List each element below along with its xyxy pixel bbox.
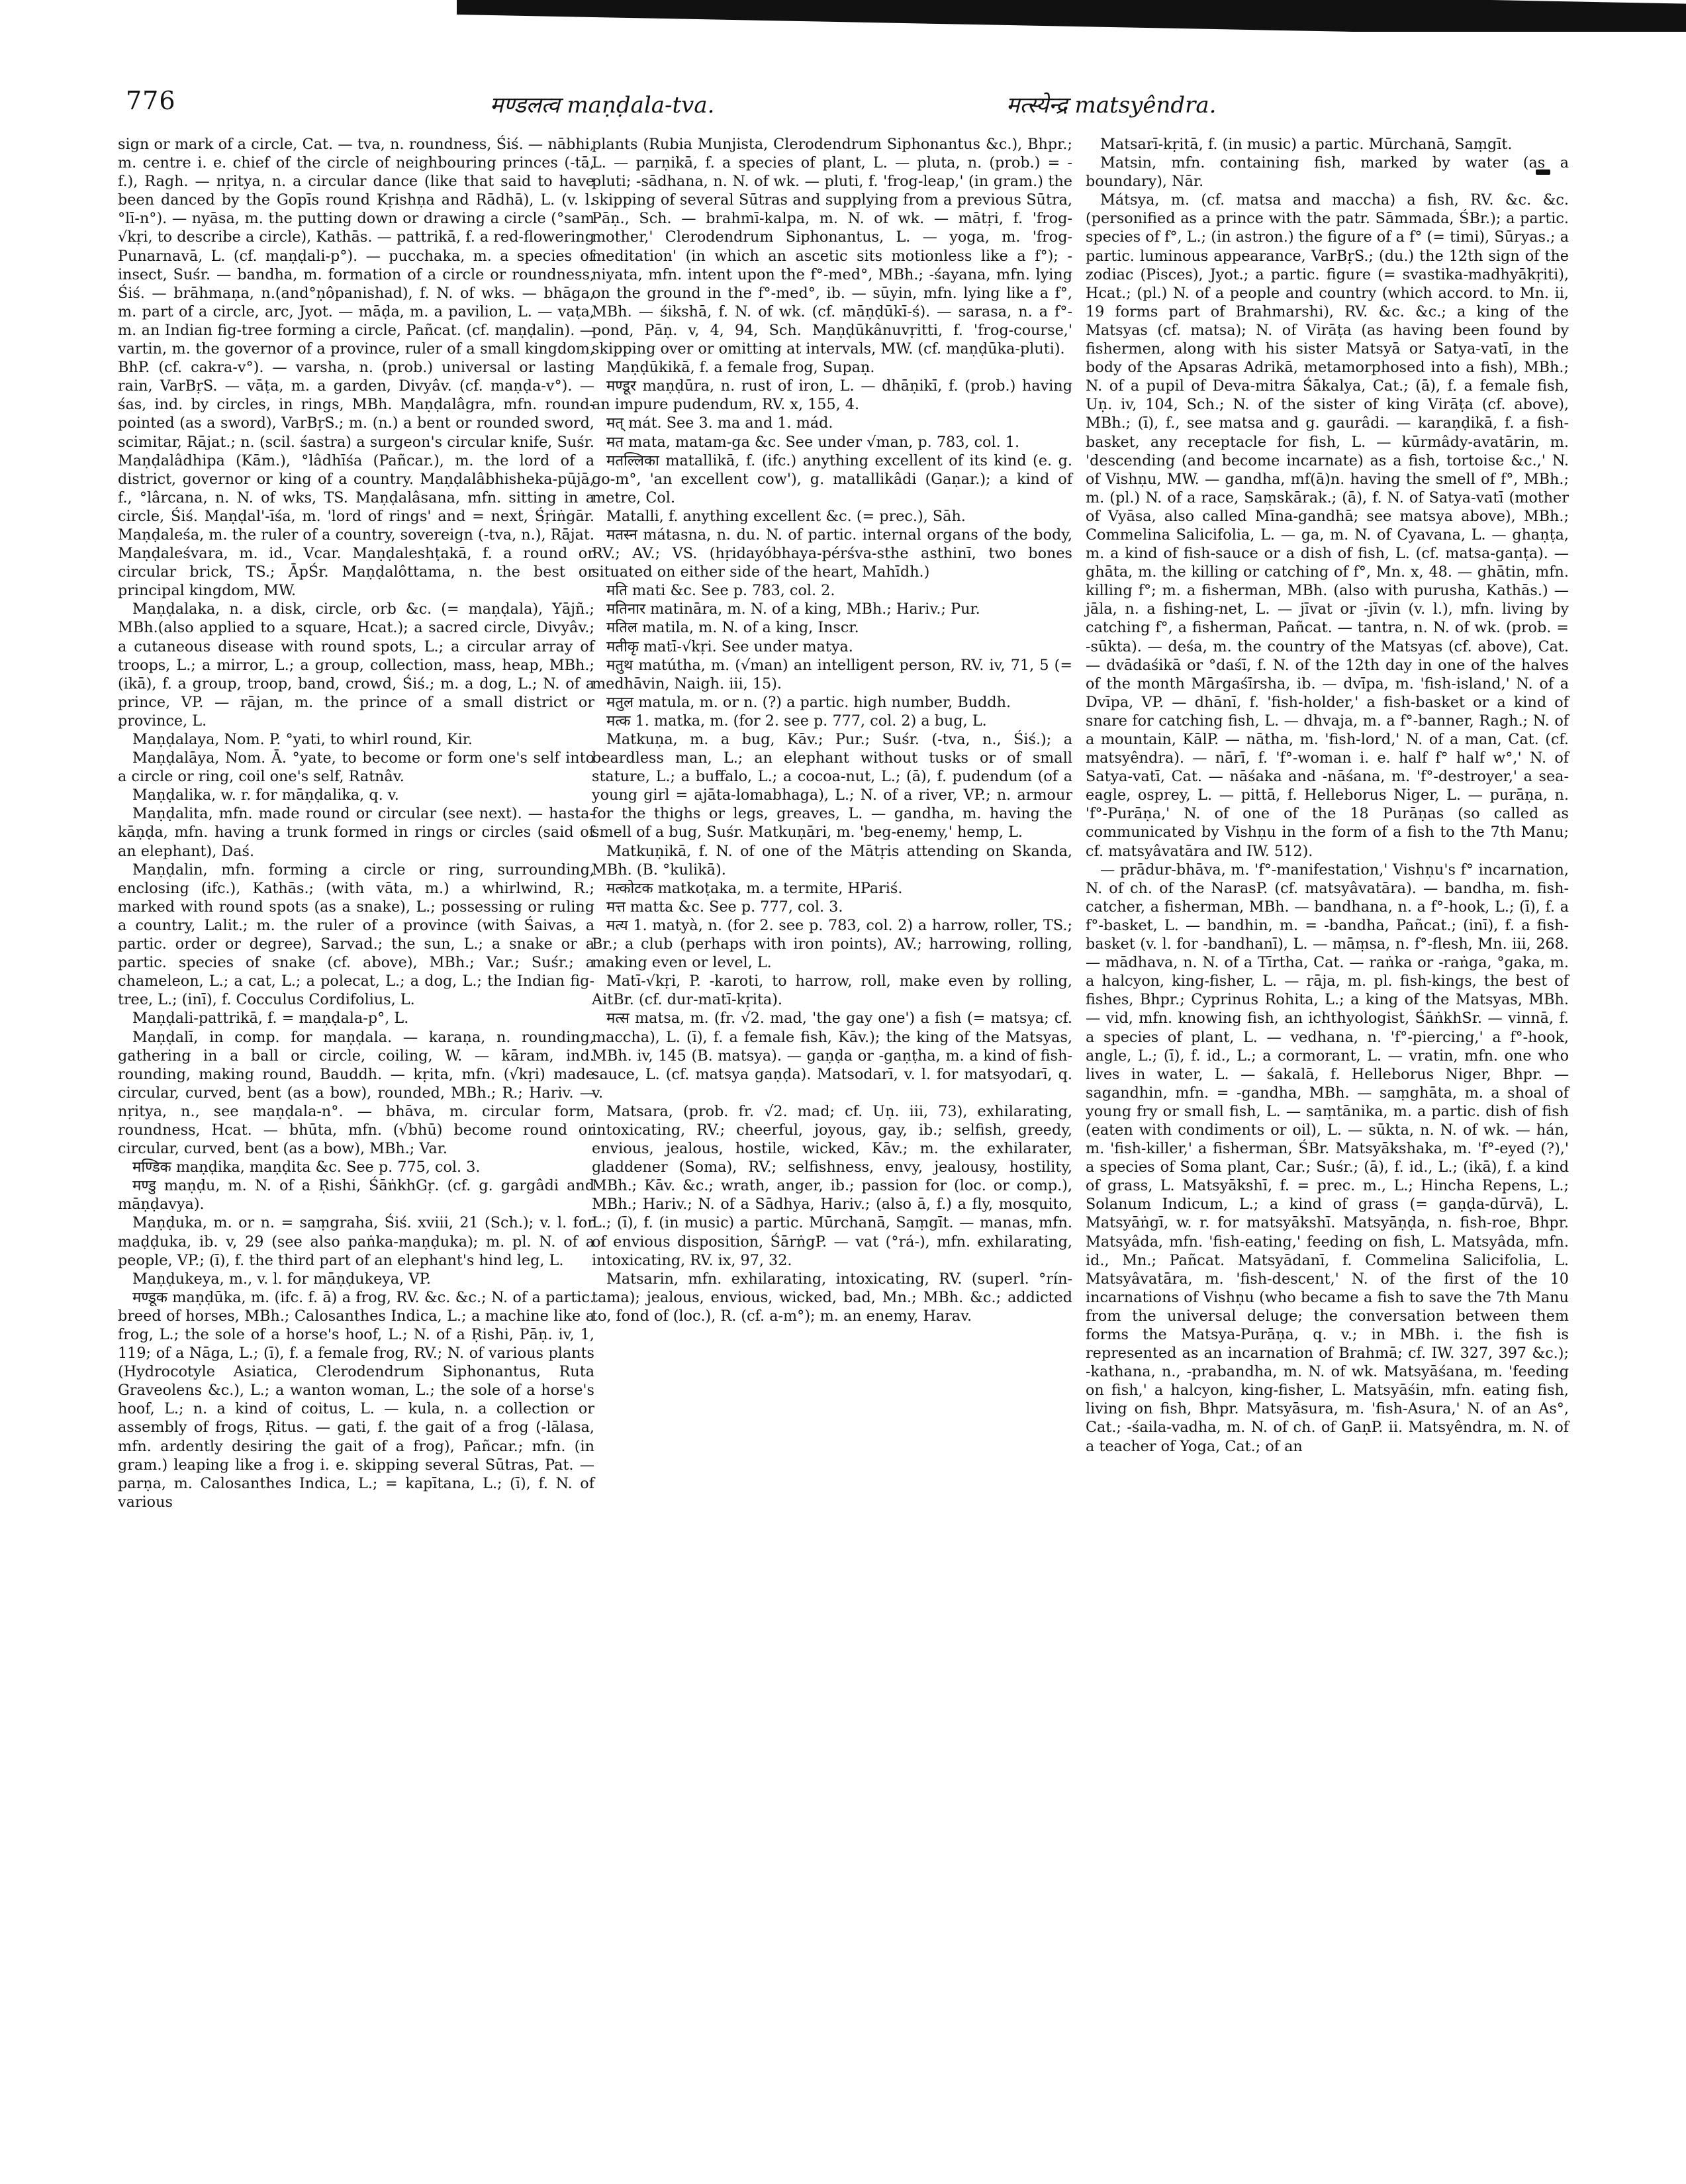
dictionary-entry: मण्डिक maṇḍika, maṇḍita &c. See p. 775, col. 3. [132, 1159, 481, 1176]
dictionary-entry: मत्त matta &c. See p. 777, col. 3. [606, 898, 843, 916]
dictionary-entry: Matsin, mfn. containing fish, marked by water (as a boundary), Nār. [1086, 154, 1569, 191]
dictionary-entry: Maṇḍalaya, Nom. P. °yati, to whirl round, Kir. [132, 731, 473, 748]
dictionary-entry: Matsara, (prob. fr. √2. mad; cf. Uṇ. iii, 73), exhilarating, intoxicating, RV.; cheerful, joyous, gay, ib.; selfish, greedy, envious, jealous, hostile, wicked, Kāv.; m. the exhilarater, gladdener (Soma), RV.; selfishness, envy, jealousy, hostility, MBh.; Kāv. &c.; wrath, anger, ib.; passion for (loc. or comp.), MBh.; Hariv.; N. of a Sādhya, Hariv.; (also ā, f.) a fly, mosquito, L.; (ī), f. (in music) a partic. Mūrchanā, Saṃgīt. — manas, mfn. of envious disposition, ŚārṅgP. — vat (°rá-), mfn. exhilarating, intoxicating, RV. ix, 97, 32. [592, 1102, 1072, 1269]
dictionary-entry: Maṇḍali-pattrikā, f. = maṇḍala-p°, L. [132, 1010, 409, 1027]
dictionary-entry: Matalli, f. anything excellent &c. (= prec.), Sāh. [606, 507, 966, 525]
dictionary-entry: मत् mát. See 3. ma and 1. mád. [606, 414, 833, 432]
scan-edge-shadow [457, 0, 1686, 32]
dictionary-entry: Mátsya, m. (cf. matsa and maccha) a fish, RV. &c. &c. (personified as a prince with the patr. Sāmmada, ŚBr.); a partic. species of f°, L.; (in astron.) the figure of a f° (= timi), Sūryas.; a partic. luminous appearance, VarBṛS.; (du.) the 12th sign of the zodiac (Pisces), Jyot.; a partic. figure (= svastika-madhyākṛiti), Hcat.; (pl.) N. of a people and country (which accord. to Mn. ii, 19 forms part of Brahmarshi), RV. &c. &c.; a king of the Matsyas (cf. matsa); N. of Virāṭa (as having been found by fishermen, along with his sister Matsyā or Satya-vatī, in the body of the Apsaras Adrikā, metamorphosed into a fish), MBh.; N. of a pupil of Deva-mitra Śākalya, Cat.; (ā), f. a female fish, Uṇ. iv, 104, Sch.; N. of the sister of king Virāṭa (cf. above), MBh.; (ī), f., see matsa and g. gaurâdi. — karaṇḍikā, f. a fish-basket, any receptacle for fish, L. — kūrmâdy-avatārin, m. 'descending (and become incarnate) as a fish, tortoise &c.,' N. of Vishṇu, MW. — gandha, mf(ā)n. having the smell of f°, MBh.; m. (pl.) N. of a race, Saṃskārak.; (ā), f. N. of Satya-vatī (mother of Vyāsa, also called Mīna-gandhā; see matsya above), MBh.; Commelina Salicifolia, L. — ga, m. N. of Cyavana, L. — ghaṇṭa, m. a kind of fish-sauce or a dish of fish, L. (cf. matsa-ganṭa). — ghāta, m. the killing or catching of f°, Mn. x, 48. — ghātin, mfn. killing f°; m. a fisherman, MBh. (also with purusha, Kathās.) — jāla, n. a fishing-net, L. — jīvat or -jīvin (v. l.), mfn. living by catching f°, a fisherman, Pañcat. — tantra, n. N. of wk. (prob. = -sūkta). — deśa, m. the country of the Matsyas (cf. above), Cat. — dvādaśikā or °daśī, f. N. of the 12th day in one of the halves of the month Mārgaśīrsha, ib. — dvīpa, m. 'fish-island,' N. of a Dvīpa, VP. — dhānī, f. 'fish-holder,' a fish-basket or a kind of snare for catching fish, L. — dhvaja, m. a f°-banner, Ragh.; N. of a mountain, KālP. — nātha, m. 'fish-lord,' N. of a man, Cat. (cf. matsyêndra). — nārī, f. 'f°-woman i. e. half f° half w°,' N. of Satya-vatī, Cat. — nāśaka and -nāśana, m. 'f°-destroyer,' a sea-eagle, osprey, L. — pittā, f. Helleborus Niger, L. — purāṇa, n. 'f°-Purāṇa,' N. of one of the 18 Purāṇas (so called as communicated by Vishṇu in the form of a fish to the 7th Manu; cf. matsyâvatāra and IW. 512). [1086, 191, 1569, 860]
dictionary-entry: मतिनार matināra, m. N. of a king, MBh.; Hariv.; Pur. [606, 600, 980, 618]
dictionary-entry: Maṇḍukeya, m., v. l. for māṇḍukeya, VP. [132, 1270, 432, 1288]
dictionary-entry: मत्य 1. matyà, n. (for 2. see p. 783, col. 2) a harrow, roller, TS.; Br.; a club (perhaps with iron points), AV.; harrowing, rolling, making even or level, L. [592, 916, 1072, 972]
dictionary-entry: मण्डूर maṇḍūra, n. rust of iron, L. — dhāṇikī, f. (prob.) having an impure pudendum, RV. x, 155, 4. [592, 377, 1072, 414]
header-left-word: मण्डलत्व maṇḍala-tva. [490, 92, 715, 119]
dictionary-entry: Matkuṇikā, f. N. of one of the Mātṛis attending on Skanda, MBh. (B. °kulikā). [592, 842, 1072, 878]
dictionary-entry: मतुल matula, m. or n. (?) a partic. high number, Buddh. [606, 693, 1011, 711]
dictionary-entry: Maṇḍalī, in comp. for maṇḍala. — karaṇa, n. rounding, gathering in a ball or circle, coiling, W. — kāram, ind. rounding, making round, Bauddh. — kṛita, mfn. (√kṛi) made circular, curved, bent (as a bow), rounded, MBh.; R.; Hariv. — nṛitya, n., see maṇḍala-n°. — bhāva, m. circular form, roundness, Hcat. — bhūta, mfn. (√bhū) become round or circular, curved, bent (as a bow), MBh.; Var. [118, 1028, 594, 1158]
dictionary-entry: sign or mark of a circle, Cat. — tva, n. roundness, Śiś. — nābhi, m. centre i. e. chief of the circle of neighbouring princes (-tā, f.), Ragh. — nṛitya, n. a circular dance (like that said to have been danced by the Gopīs round Kṛishṇa and Rādhā), L. (v. l. °lī-n°). — nyāsa, m. the putting down or drawing a circle (°sam √kṛi, to describe a circle), Kathās. — pattrikā, f. a red-flowering Punarnavā, L. (cf. maṇḍali-p°). — pucchaka, m. a species of insect, Suśr. — bandha, m. formation of a circle or roundness, Śiś. — brāhmaṇa, n.(and°ṇôpanishad), f. N. of wks. — bhāga, m. part of a circle, arc, Jyot. — māḍa, m. a pavilion, L. — vaṭa, m. an Indian fig-tree forming a circle, Pañcat. (cf. maṇḍalin). — vartin, m. the governor of a province, ruler of a small kingdom, BhP. (cf. cakra-v°). — varsha, n. (prob.) universal or lasting rain, VarBṛS. — vāṭa, m. a garden, Divyâv. (cf. maṇḍa-v°). — śas, ind. by circles, in rings, MBh. Maṇḍalâgra, mfn. round-pointed (as a sword), VarBṛS.; m. (n.) a bent or rounded sword, scimitar, Rājat.; n. (scil. śastra) a surgeon's circular knife, Suśr. Maṇḍalâdhipa (Kām.), °lâdhīśa (Pañcar.), m. the lord of a district, governor or king of a country. Maṇḍalâbhisheka-pūjā, f., °lârcana, n. N. of wks, TS. Maṇḍalâsana, mfn. sitting in a circle, Śiś. Maṇḍal'-īśa, m. 'lord of rings' and = next, Śṛiṅgār. Maṇḍaleśa, m. the ruler of a country, sovereign (-tva, n.), Rājat. Maṇḍaleśvara, m. id., Vcar. Maṇḍaleshṭakā, f. a round or circular brick, TS.; ĀpŚr. Maṇḍalôttama, n. the best or principal kingdom, MW. [118, 136, 594, 600]
dictionary-entry: मण्डूक maṇḍūka, m. (ifc. f. ā) a frog, RV. &c. &c.; N. of a partic. breed of horses, MBh.; Calosanthes Indica, L.; a machine like a frog, L.; the sole of a horse's hoof, L.; N. of a Ṛishi, Pāṇ. iv, 1, 119; of a Nāga, L.; (ī), f. a female frog, RV.; N. of various plants (Hydrocotyle Asiatica, Clerodendrum Siphonantus, Ruta Graveolens &c.), L.; a wanton woman, L.; the sole of a horse's hoof, L.; n. a kind of coitus, L. — kula, n. a collection or assembly of frogs, Ṛitus. — gati, f. the gait of a frog (-lālasa, mfn. ardently desiring the gait of a frog), Pañcar.; mfn. (in gram.) leaping like a frog i. e. skipping several Sūtras, Pat. — parṇa, m. Calosanthes Indica, L.; = kapītana, L.; (ī), f. N. of various [118, 1288, 594, 1511]
dictionary-entry: मत्क 1. matka, m. (for 2. see p. 777, col. 2) a bug, L. [606, 712, 987, 730]
dictionary-entry: मतिल matila, m. N. of a king, Inscr. [606, 619, 859, 637]
dictionary-entry: मत mata, matam-ga &c. See under √man, p. 783, col. 1. [606, 433, 1020, 451]
dictionary-entry: Maṇḍalaka, n. a disk, circle, orb &c. (= maṇḍala), Yājñ.; MBh.(also applied to a square, Hcat.); a sacred circle, Divyâv.; a cutaneous disease with round spots, L.; a circular array of troops, L.; a mirror, L.; a group, collection, mass, heap, MBh.; (ikā), f. a group, troop, band, crowd, Śiś.; m. a dog, L.; N. of a prince, VP. — rājan, m. the prince of a small district or province, L. [118, 600, 594, 730]
column-3 [1086, 135, 1569, 1456]
dictionary-entry: Maṇḍalin, mfn. forming a circle or ring, surrounding, enclosing (ifc.), Kathās.; (with vāta, m.) a whirlwind, R.; marked with round spots (as a snake), L.; possessing or ruling a country, Lalit.; m. the ruler of a province (with Śaivas, a partic. order or degree), Sarvad.; the sun, L.; a snake or a partic. species of snake (cf. above), MBh.; Var.; Suśr.; a chameleon, L.; a cat, L.; a polecat, L.; a dog, L.; the Indian fig-tree, L.; (inī), f. Cocculus Cordifolius, L. [118, 861, 594, 1009]
dictionary-entry: मत्कोटक matkoṭaka, m. a termite, HPariś. [606, 879, 903, 897]
dictionary-entry: मण्डु maṇḍu, m. N. of a Ṛishi, ŚāṅkhGṛ. (cf. g. gargâdi and māṇḍavya). [118, 1177, 594, 1213]
dictionary-entry: Maṇḍūkikā, f. a female frog, Supaṇ. [606, 359, 875, 377]
dictionary-entry: Maṇḍalika, w. r. for māṇḍalika, q. v. [132, 786, 399, 804]
dictionary-entry: मति mati &c. See p. 783, col. 2. [606, 582, 835, 600]
dictionary-entry: Matsarī-kṛitā, f. (in music) a partic. Mūrchanā, Saṃgīt. [1100, 136, 1513, 153]
header-right-word: मत्स्येन्द्र matsyêndra. [1006, 92, 1217, 119]
dictionary-entry: मत्स matsa, m. (fr. √2. mad, 'the gay one') a fish (= matsya; cf. maccha), L. (ī), f. a female fish, Kāv.); the king of the Matsyas, MBh. iv, 145 (B. matsya). — gaṇḍa or -gaṇṭha, m. a kind of fish-sauce, L. (cf. matsya gaṇḍa). Matsodarī, v. l. for matsyodarī, q. v. [592, 1010, 1072, 1102]
dictionary-entry: मतल्लिका matallikā, f. (ifc.) anything excellent of its kind (e. g. go-m°, 'an excellent cow'), g. matallikâdi (Gaṇar.); a kind of metre, Col. [592, 451, 1072, 506]
dictionary-entry: Maṇḍalita, mfn. made round or circular (see next). — hasta-kāṇḍa, mfn. having a trunk formed in rings or circles (said of an elephant), Daś. [118, 805, 594, 860]
column-2 [592, 135, 1072, 1325]
dictionary-entry: मतस्न mátasna, n. du. N. of partic. internal organs of the body, RV.; AV.; VS. (hṛidayóbhaya-pérśva-sthe asthinī, two bones situated on either side of the heart, Mahīdh.) [592, 526, 1072, 581]
dictionary-entry: मतुथ matútha, m. (√man) an intelligent person, RV. iv, 71, 5 (= medhāvin, Naigh. iii, 15). [592, 656, 1072, 692]
dictionary-entry: Matkuṇa, m. a bug, Kāv.; Pur.; Suśr. (-tva, n., Śiś.); a beardless man, L.; an elephant without tusks or of small stature, L.; a buffalo, L.; a cocoa-nut, L.; (ā), f. pudendum (of a young girl = ajāta-lomabhaga), L.; N. of a river, VP.; n. armour for the thighs or legs, greaves, L. — gandha, m. having the smell of a bug, Suśr. Matkuṇāri, m. 'beg-enemy,' hemp, L. [592, 731, 1072, 841]
dictionary-entry: Matī-√kṛi, P. -karoti, to harrow, roll, make even by rolling, AitBr. (cf. dur-matī-kṛita). [592, 973, 1072, 1009]
dictionary-entry: Matsarin, mfn. exhilarating, intoxicating, RV. (superl. °rín-tama); jealous, envious, wicked, bad, Mn.; MBh. &c.; addicted to, fond of (loc.), R. (cf. a-m°); m. an enemy, Harav. [592, 1270, 1072, 1325]
dictionary-entry: मतीकृ matī-√kṛi. See under matya. [606, 638, 853, 655]
page-header [99, 86, 1589, 126]
dictionary-entry: Maṇḍalāya, Nom. Ā. °yate, to become or form one's self into a circle or ring, coil one's self, Ratnâv. [118, 749, 594, 786]
dictionary-entry: Maṇḍuka, m. or n. = saṃgraha, Śiś. xviii, 21 (Sch.); v. l. for maḍḍuka, ib. v, 29 (see also paṅka-maṇḍuka); m. pl. N. of a people, VP.; (ī), f. the third part of an elephant's hind leg, L. [118, 1214, 594, 1269]
dictionary-entry: — prādur-bhāva, m. 'f°-manifestation,' Vishṇu's f° incarnation, N. of ch. of the NarasP. (cf. matsyâvatāra). — bandha, m. fish-catcher, a fisherman, MBh. — bandhana, n. a f°-hook, L.; (ī), f. a f°-basket, L. — bandhin, m. = -bandha, Pañcat.; (inī), f. a fish-basket (v. l. for -bandhanī), L. — māṃsa, n. f°-flesh, Mn. iii, 268. — mādhava, n. N. of a Tīrtha, Cat. — raṅka or -raṅga, °gaka, m. a halcyon, king-fisher, L. — rāja, m. pl. fish-kings, the best of fishes, Bhpr.; Cyprinus Rohita, L.; a king of the Matsyas, MBh. — vid, mfn. knowing fish, an ichthyologist, ŚāṅkhSr. — vinnā, f. a species of plant, L. — vedhana, n. 'f°-piercing,' a f°-hook, angle, L.; (ī), f. id., L.; a cormorant, L. — vratin, mfn. one who lives in water, L. — śakalā, f. Helleborus Niger, Bhpr. — sagandhin, mfn. = -gandha, MBh. — saṃghāta, m. a shoal of young fry or small fish, L. — saṃtānika, m. a partic. dish of fish (eaten with condiments or oil), L. — sūkta, n. N. of wk. — hán, m. 'fish-killer,' a fisherman, ŚBr. Matsyākshaka, m. 'f°-eyed (?),' a species of Soma plant, Car.; Suśr.; (ā), f. id., L.; (ikā), f. a kind of grass, L. Matsyākshī, f. = prec. m., L.; Hincha Repens, L.; Solanum Indicum, L.; a kind of grass (= gaṇḍa-dūrvā), L. Matsyāṅgī, w. r. for matsyākshī. Matsyāṇḍa, n. fish-roe, Bhpr. Matsyâda, mfn. 'fish-eating,' feeding on fish, L. Matsyâda, mfn. id., Mn.; Pañcat. Matsyādanī, f. Commelina Salicifolia, L. Matsyâvatāra, m. 'fish-descent,' N. of the first of the 10 incarnations of Vishṇu (who became a fish to save the 7th Manu from the universal deluge; the conversation between them forms the Matsya-Purāṇa, q. v.; in MBh. i. the fish is represented as an incarnation of Brahmā; cf. IW. 327, 397 &c.); -kathana, n., -prabandha, m. N. of wk. Matsyāśana, m. 'feeding on fish,' a halcyon, king-fisher, L. Matsyāśin, mfn. eating fish, living on fish, Bhpr. Matsyāsura, m. 'fish-Asura,' N. of an As°, Cat.; -śaila-vadha, m. N. of ch. of GaṇP. ii. Matsyêndra, m. N. of a teacher of Yoga, Cat.; of an [1086, 861, 1569, 1455]
column-1 [118, 135, 594, 1511]
page-number: 776 [126, 86, 176, 115]
dictionary-entry: plants (Rubia Munjista, Clerodendrum Siphonantus &c.), Bhpr.; L. — parṇikā, f. a species of plant, L. — pluta, n. (prob.) = -pluti; -sādhana, n. N. of wk. — pluti, f. 'frog-leap,' (in gram.) the skipping of several Sūtras and supplying from a previous Sūtra, Pāṇ., Sch. — brahmī-kalpa, m. N. of wk. — mātṛi, f. 'frog-mother,' Clerodendrum Siphonantus, L. — yoga, m. 'frog-meditation' (in which an ascetic sits motionless like a f°); -niyata, mfn. intent upon the f°-med°, MBh.; -śayana, mfn. lying on the ground in the f°-med°, ib. — sūyin, mfn. lying like a f°, MBh. — śikshā, f. N. of wk. (cf. māṇḍūkī-ś). — sarasa, n. a f°-pond, Pāṇ. v, 4, 94, Sch. Maṇḍūkânuvṛitti, f. 'frog-course,' skipping over or omitting at intervals, MW. (cf. maṇḍūka-pluti). [592, 136, 1072, 358]
